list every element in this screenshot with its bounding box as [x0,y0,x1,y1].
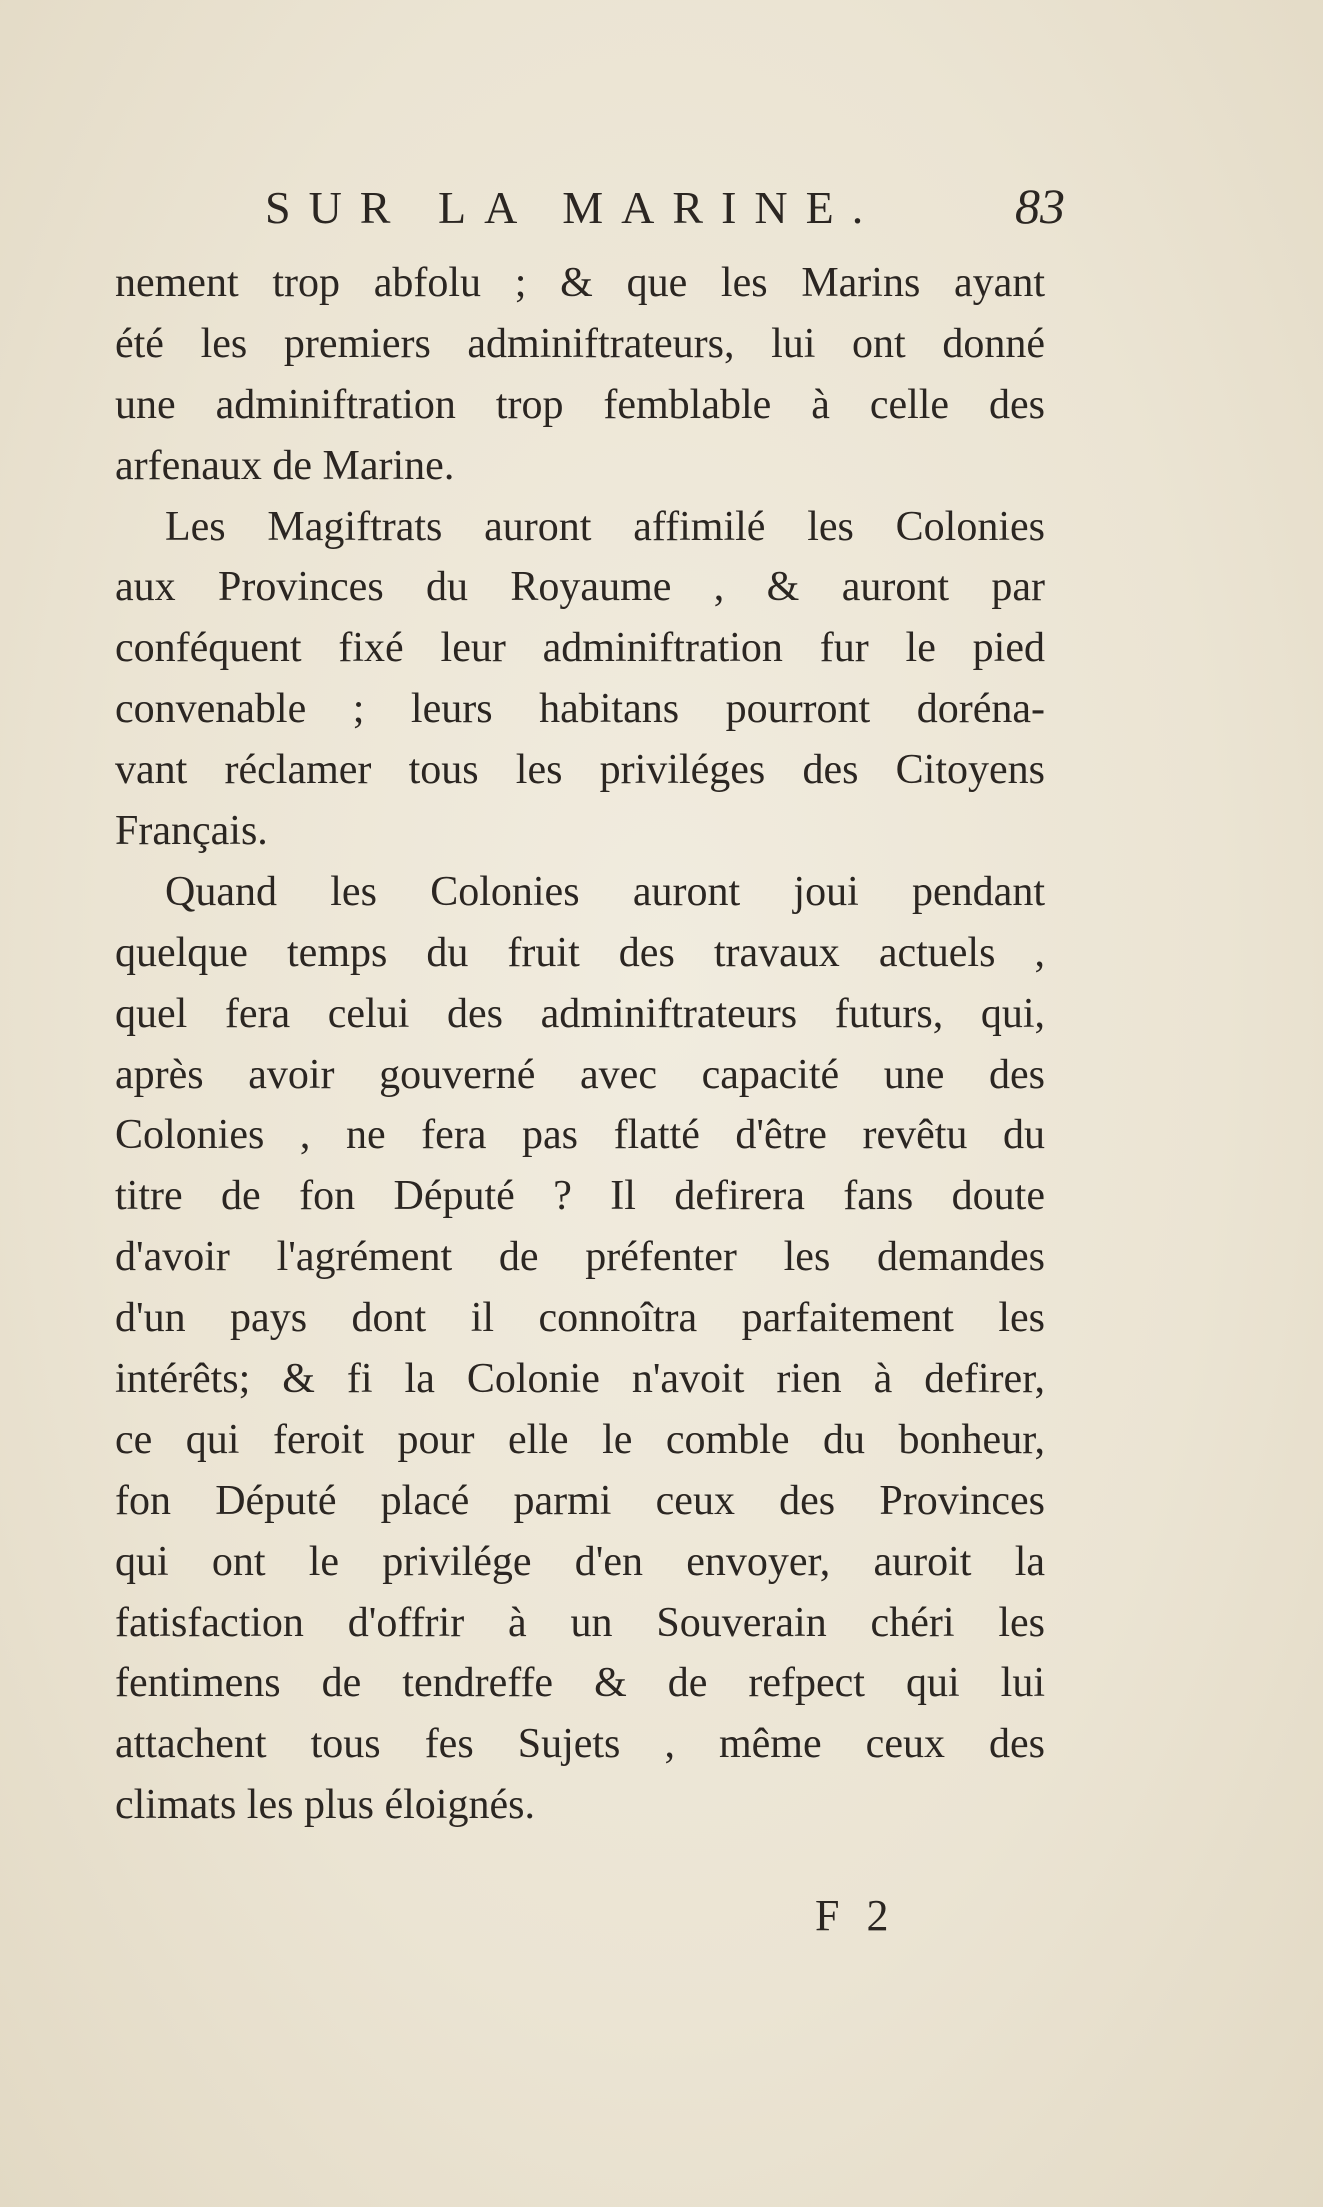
text-line: vant réclamer tous les priviléges des Citoyens [115,747,1045,794]
text-line: quelque temps du fruit des travaux actuels , [115,929,1045,976]
text-line: fon Député placé parmi ceux des Provinces [115,1477,1045,1524]
text-line: été les premiers adminiftrateurs, lui ont donné [115,320,1045,367]
text-line: d'un pays dont il connoîtra parfaitement les [115,1295,1045,1342]
text-line: convenable ; leurs habitans pourront doréna- [115,686,1045,733]
text-line: quel fera celui des adminiftrateurs futurs, qui, [115,990,1045,1037]
text-line: aux Provinces du Royaume , & auront par [115,564,1045,611]
text-line: Français. [115,808,268,855]
text-line: d'avoir l'agrément de préfenter les demandes [115,1234,1045,1281]
signature-mark: F 2 [815,1891,897,1940]
page-header [265,178,1065,238]
text-line: fatisfaction d'offrir à un Souverain chéri les [115,1599,1045,1646]
text-line: climats les plus éloignés. [115,1782,535,1829]
text-line: fentimens de tendreffe & de refpect qui lui [115,1660,1045,1707]
page-number: 83 [1015,178,1065,234]
running-title: SUR LA MARINE. [265,182,882,233]
text-line: Quand les Colonies auront joui pendant [165,868,1045,915]
text-line: conféquent fixé leur adminiftration fur le pied [115,625,1045,672]
text-line: titre de fon Député ? Il defirera fans doute [115,1173,1045,1220]
text-line: attachent tous fes Sujets , même ceux des [115,1721,1045,1768]
text-line: intérêts; & fi la Colonie n'avoit rien à defirer, [115,1356,1045,1403]
body-text [115,253,1045,1836]
text-line: après avoir gouverné avec capacité une des [115,1051,1045,1098]
text-line: une adminiftration trop femblable à celle des [115,381,1045,428]
text-line: Les Magiftrats auront affimilé les Colonies [165,503,1045,550]
text-line: ce qui feroit pour elle le comble du bonheur, [115,1416,1045,1463]
text-line: nement trop abfolu ; & que les Marins ayant [115,260,1045,306]
text-line: Colonies , ne fera pas flatté d'être revêtu du [115,1112,1045,1159]
text-line: qui ont le privilége d'en envoyer, auroit la [115,1538,1045,1585]
text-line: arfenaux de Marine. [115,442,455,489]
